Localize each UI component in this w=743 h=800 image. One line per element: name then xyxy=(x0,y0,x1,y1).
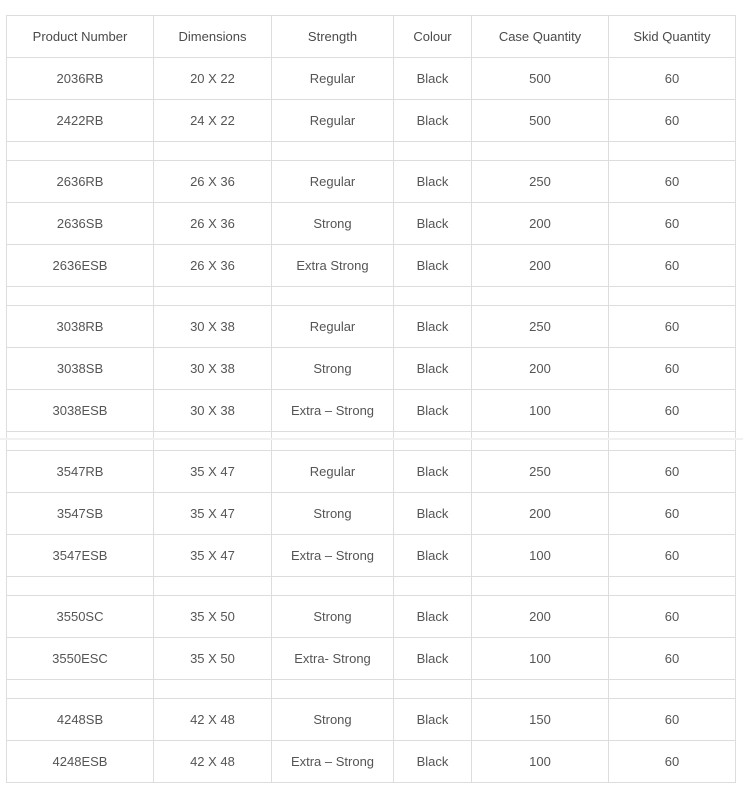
table-row xyxy=(7,699,736,741)
cell-case-quantity: 100 xyxy=(472,638,609,680)
cell-dimensions: 35 X 50 xyxy=(154,638,272,680)
table-row xyxy=(7,58,736,100)
cell-strength xyxy=(272,577,394,596)
cell-colour xyxy=(394,432,472,451)
cell-skid-quantity: 60 xyxy=(609,100,736,142)
cell-colour: Black xyxy=(394,245,472,287)
cell-product-number: 3038ESB xyxy=(7,390,154,432)
cell-colour: Black xyxy=(394,741,472,783)
cell-skid-quantity: 60 xyxy=(609,58,736,100)
cell-case-quantity: 200 xyxy=(472,245,609,287)
cell-strength: Regular xyxy=(272,58,394,100)
header-product-number: Product Number xyxy=(7,16,154,58)
product-table xyxy=(6,15,736,783)
cell-strength xyxy=(272,287,394,306)
cell-colour xyxy=(394,680,472,699)
table-header xyxy=(7,16,736,58)
cell-skid-quantity xyxy=(609,142,736,161)
cell-product-number xyxy=(7,680,154,699)
cell-dimensions: 35 X 47 xyxy=(154,535,272,577)
cell-dimensions: 42 X 48 xyxy=(154,741,272,783)
cell-strength: Strong xyxy=(272,203,394,245)
cell-product-number: 3038RB xyxy=(7,306,154,348)
cell-strength xyxy=(272,680,394,699)
table-row xyxy=(7,100,736,142)
cell-dimensions xyxy=(154,680,272,699)
divider xyxy=(0,438,743,440)
cell-dimensions: 30 X 38 xyxy=(154,390,272,432)
cell-strength: Strong xyxy=(272,348,394,390)
table-row xyxy=(7,203,736,245)
spacer-row xyxy=(7,142,736,161)
spacer-row xyxy=(7,680,736,699)
cell-skid-quantity: 60 xyxy=(609,699,736,741)
cell-skid-quantity: 60 xyxy=(609,306,736,348)
cell-skid-quantity: 60 xyxy=(609,348,736,390)
header-row xyxy=(7,16,736,58)
cell-strength: Extra- Strong xyxy=(272,638,394,680)
cell-colour: Black xyxy=(394,306,472,348)
cell-strength: Extra – Strong xyxy=(272,390,394,432)
cell-product-number: 3550SC xyxy=(7,596,154,638)
cell-case-quantity xyxy=(472,142,609,161)
cell-case-quantity: 250 xyxy=(472,161,609,203)
cell-skid-quantity xyxy=(609,432,736,451)
cell-skid-quantity: 60 xyxy=(609,493,736,535)
cell-colour: Black xyxy=(394,100,472,142)
table-row xyxy=(7,161,736,203)
cell-case-quantity: 150 xyxy=(472,699,609,741)
cell-case-quantity: 250 xyxy=(472,451,609,493)
cell-product-number: 3547SB xyxy=(7,493,154,535)
cell-colour: Black xyxy=(394,203,472,245)
cell-case-quantity: 100 xyxy=(472,741,609,783)
cell-case-quantity: 200 xyxy=(472,596,609,638)
cell-colour xyxy=(394,142,472,161)
cell-skid-quantity: 60 xyxy=(609,161,736,203)
cell-dimensions: 35 X 50 xyxy=(154,596,272,638)
cell-strength: Regular xyxy=(272,100,394,142)
table-row xyxy=(7,535,736,577)
cell-case-quantity: 100 xyxy=(472,535,609,577)
table-body xyxy=(7,58,736,783)
product-table-container xyxy=(6,15,735,783)
header-colour: Colour xyxy=(394,16,472,58)
cell-strength: Extra – Strong xyxy=(272,535,394,577)
cell-skid-quantity: 60 xyxy=(609,535,736,577)
cell-strength: Regular xyxy=(272,161,394,203)
cell-product-number: 2636SB xyxy=(7,203,154,245)
cell-strength: Extra – Strong xyxy=(272,741,394,783)
cell-dimensions: 24 X 22 xyxy=(154,100,272,142)
cell-colour: Black xyxy=(394,161,472,203)
header-dimensions: Dimensions xyxy=(154,16,272,58)
cell-dimensions: 20 X 22 xyxy=(154,58,272,100)
spacer-row xyxy=(7,287,736,306)
cell-colour xyxy=(394,287,472,306)
cell-colour: Black xyxy=(394,348,472,390)
cell-product-number xyxy=(7,577,154,596)
cell-dimensions xyxy=(154,432,272,451)
cell-product-number: 3547ESB xyxy=(7,535,154,577)
spacer-row xyxy=(7,577,736,596)
cell-colour: Black xyxy=(394,451,472,493)
cell-skid-quantity: 60 xyxy=(609,741,736,783)
cell-skid-quantity xyxy=(609,577,736,596)
cell-strength: Strong xyxy=(272,596,394,638)
cell-strength: Extra Strong xyxy=(272,245,394,287)
cell-strength: Regular xyxy=(272,306,394,348)
cell-case-quantity: 500 xyxy=(472,100,609,142)
cell-dimensions: 42 X 48 xyxy=(154,699,272,741)
cell-skid-quantity: 60 xyxy=(609,451,736,493)
cell-dimensions: 26 X 36 xyxy=(154,203,272,245)
cell-case-quantity xyxy=(472,680,609,699)
cell-dimensions: 35 X 47 xyxy=(154,451,272,493)
cell-case-quantity: 500 xyxy=(472,58,609,100)
cell-skid-quantity: 60 xyxy=(609,245,736,287)
cell-skid-quantity: 60 xyxy=(609,596,736,638)
cell-colour: Black xyxy=(394,493,472,535)
table-row xyxy=(7,638,736,680)
cell-strength: Regular xyxy=(272,451,394,493)
cell-case-quantity xyxy=(472,577,609,596)
cell-strength xyxy=(272,142,394,161)
cell-colour xyxy=(394,577,472,596)
cell-product-number xyxy=(7,432,154,451)
cell-strength xyxy=(272,432,394,451)
cell-skid-quantity: 60 xyxy=(609,203,736,245)
cell-product-number: 2036RB xyxy=(7,58,154,100)
cell-case-quantity: 200 xyxy=(472,348,609,390)
cell-dimensions: 26 X 36 xyxy=(154,245,272,287)
cell-product-number: 3547RB xyxy=(7,451,154,493)
header-skid-quantity: Skid Quantity xyxy=(609,16,736,58)
table-row xyxy=(7,306,736,348)
cell-product-number: 2422RB xyxy=(7,100,154,142)
table-row xyxy=(7,348,736,390)
cell-case-quantity: 200 xyxy=(472,203,609,245)
cell-dimensions: 30 X 38 xyxy=(154,348,272,390)
cell-case-quantity: 200 xyxy=(472,493,609,535)
table-row xyxy=(7,451,736,493)
cell-dimensions xyxy=(154,577,272,596)
cell-skid-quantity: 60 xyxy=(609,390,736,432)
cell-product-number: 4248ESB xyxy=(7,741,154,783)
cell-colour: Black xyxy=(394,58,472,100)
cell-dimensions: 26 X 36 xyxy=(154,161,272,203)
cell-product-number: 2636RB xyxy=(7,161,154,203)
table-row xyxy=(7,245,736,287)
cell-dimensions xyxy=(154,142,272,161)
cell-product-number: 4248SB xyxy=(7,699,154,741)
cell-skid-quantity xyxy=(609,680,736,699)
cell-colour: Black xyxy=(394,596,472,638)
cell-colour: Black xyxy=(394,638,472,680)
header-case-quantity: Case Quantity xyxy=(472,16,609,58)
cell-colour: Black xyxy=(394,699,472,741)
cell-skid-quantity: 60 xyxy=(609,638,736,680)
cell-case-quantity: 100 xyxy=(472,390,609,432)
cell-strength: Strong xyxy=(272,699,394,741)
table-row xyxy=(7,390,736,432)
table-row xyxy=(7,493,736,535)
table-row xyxy=(7,596,736,638)
cell-product-number: 3038SB xyxy=(7,348,154,390)
cell-dimensions: 35 X 47 xyxy=(154,493,272,535)
cell-case-quantity xyxy=(472,287,609,306)
cell-product-number xyxy=(7,287,154,306)
spacer-row xyxy=(7,432,736,451)
cell-product-number: 2636ESB xyxy=(7,245,154,287)
cell-strength: Strong xyxy=(272,493,394,535)
cell-case-quantity: 250 xyxy=(472,306,609,348)
cell-case-quantity xyxy=(472,432,609,451)
cell-dimensions xyxy=(154,287,272,306)
cell-colour: Black xyxy=(394,390,472,432)
cell-dimensions: 30 X 38 xyxy=(154,306,272,348)
header-strength: Strength xyxy=(272,16,394,58)
table-row xyxy=(7,741,736,783)
cell-product-number xyxy=(7,142,154,161)
cell-skid-quantity xyxy=(609,287,736,306)
cell-product-number: 3550ESC xyxy=(7,638,154,680)
cell-colour: Black xyxy=(394,535,472,577)
